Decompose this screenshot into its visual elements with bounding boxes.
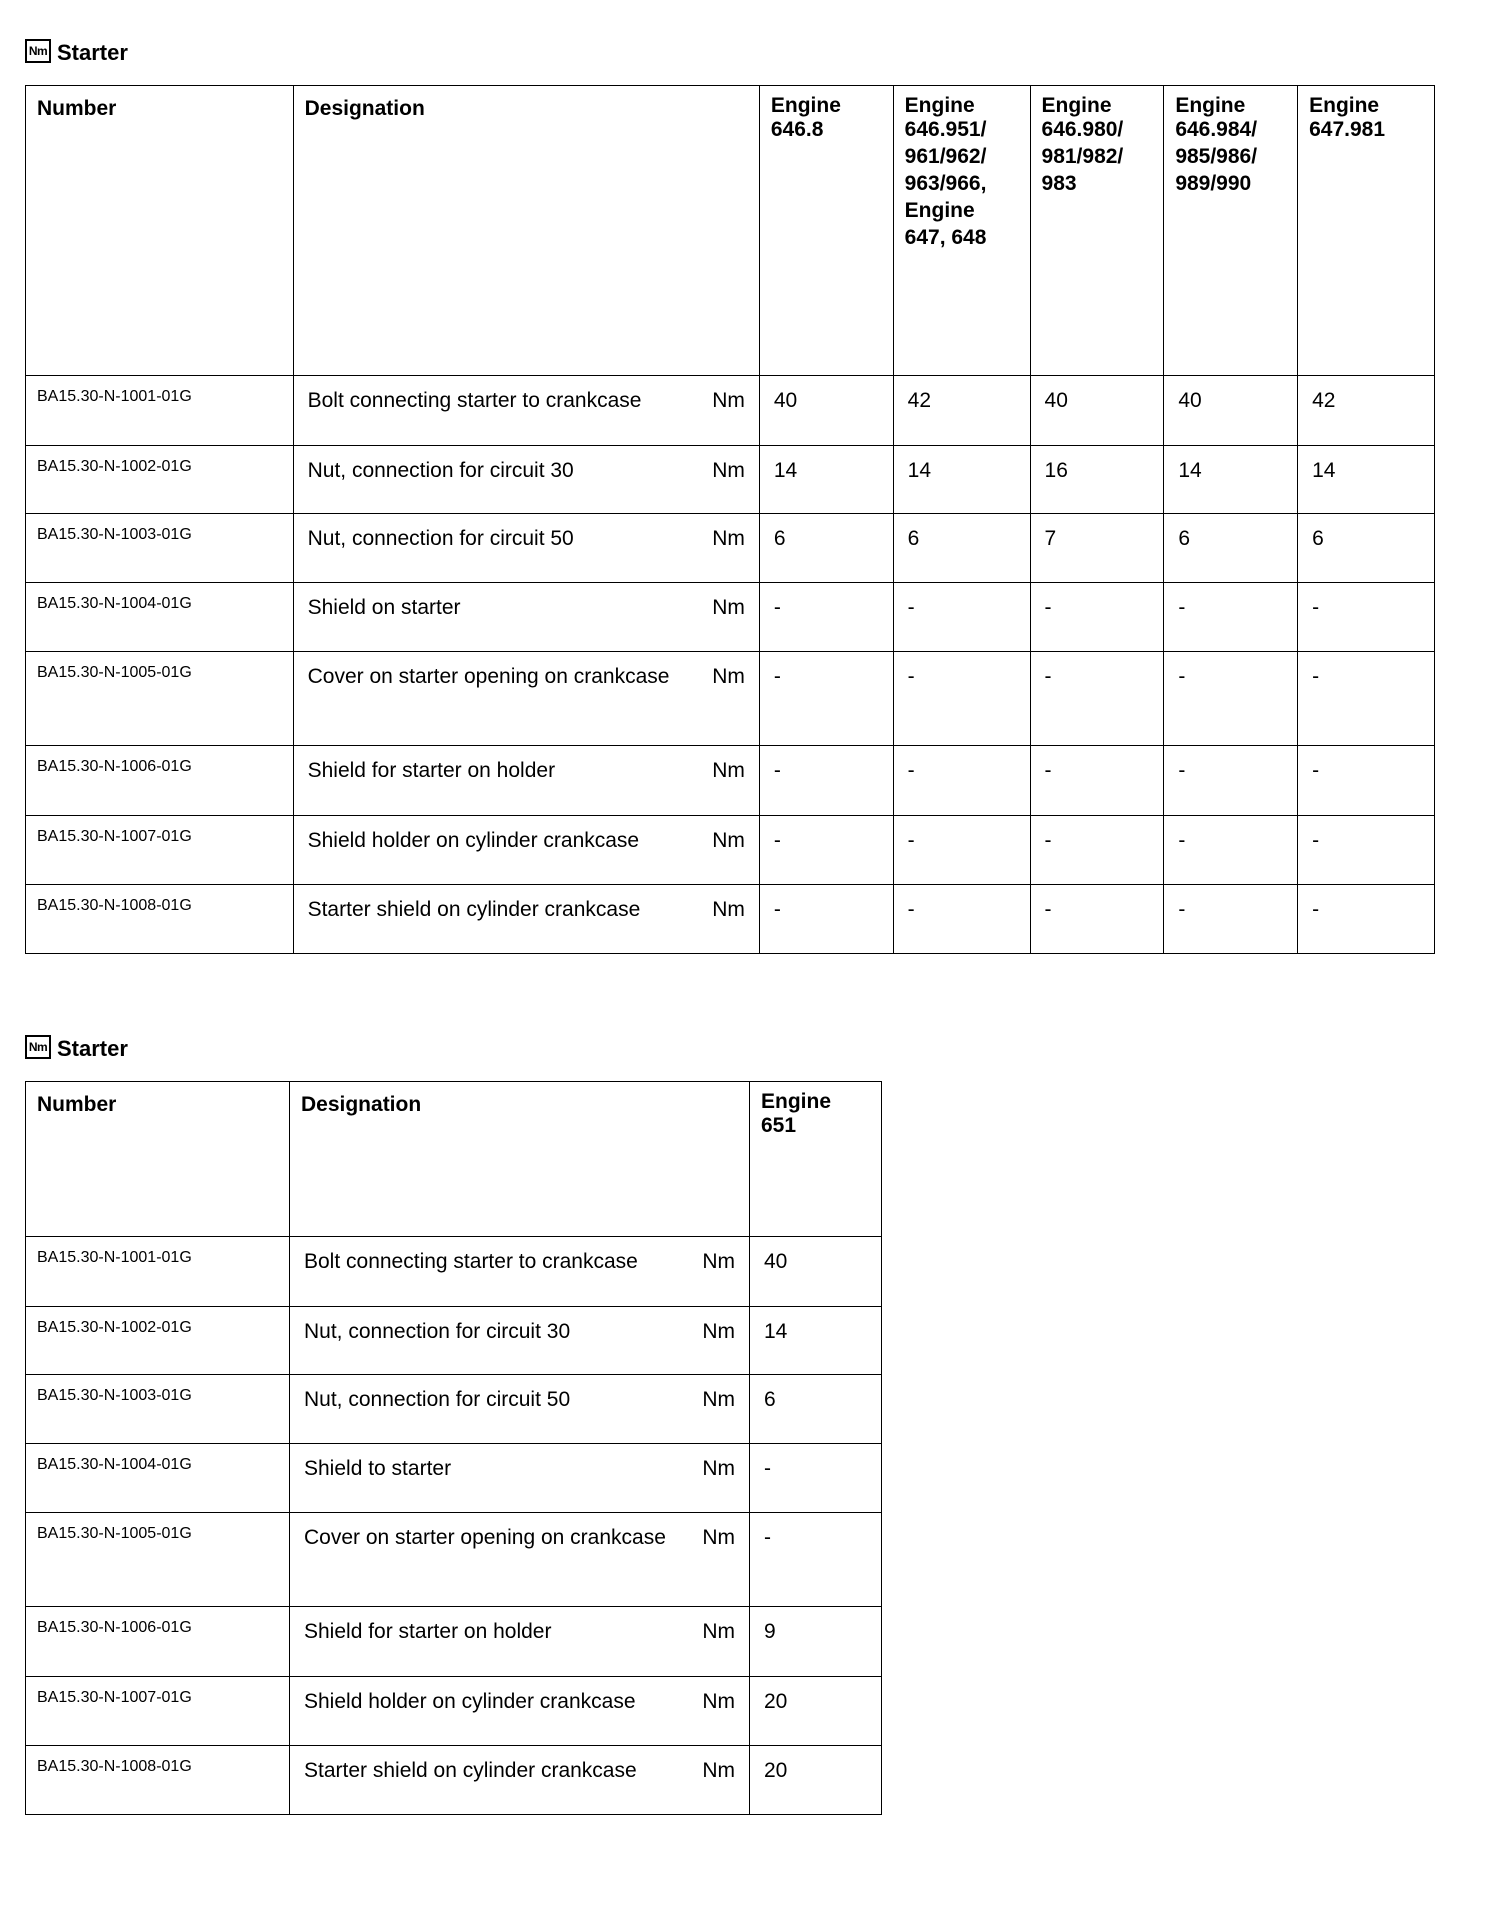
header-engine-line: Engine xyxy=(904,199,975,222)
cell-designation xyxy=(290,1677,750,1746)
cell-torque-value: - xyxy=(1164,746,1298,816)
cell-torque-value: - xyxy=(1298,583,1435,652)
table-row xyxy=(26,816,1435,885)
header-designation: Designation xyxy=(293,86,759,376)
unit-label: Nm xyxy=(712,759,745,782)
header-engine xyxy=(750,1082,882,1237)
cell-torque-value: - xyxy=(893,816,1030,885)
header-engine xyxy=(1030,86,1164,376)
header-engine-line: Engine xyxy=(904,94,975,117)
cell-number: BA15.30-N-1005-01G xyxy=(26,652,294,746)
header-engine-line: 989/990 xyxy=(1175,172,1252,195)
cell-torque-value: - xyxy=(1030,816,1164,885)
table-row xyxy=(26,1607,882,1677)
table-row xyxy=(26,652,1435,746)
cell-torque-value: 14 xyxy=(759,446,893,514)
table-row xyxy=(26,1307,882,1375)
cell-torque-value: - xyxy=(1298,652,1435,746)
cell-torque-value: 6 xyxy=(1298,514,1435,583)
cell-designation xyxy=(290,1237,750,1307)
table-row xyxy=(26,514,1435,583)
cell-torque-value: - xyxy=(1164,885,1298,954)
designation-text: Cover on starter opening on crankcase xyxy=(307,665,670,688)
cell-torque-value: 14 xyxy=(893,446,1030,514)
cell-torque-value: 6 xyxy=(893,514,1030,583)
cell-number: BA15.30-N-1005-01G xyxy=(26,1513,290,1607)
unit-label: Nm xyxy=(712,527,745,550)
cell-torque-value: - xyxy=(759,583,893,652)
cell-number: BA15.30-N-1006-01G xyxy=(26,746,294,816)
header-designation: Designation xyxy=(290,1082,750,1237)
cell-designation xyxy=(290,1746,750,1815)
header-engine xyxy=(1164,86,1298,376)
torque-nm-icon: Nm xyxy=(25,39,51,63)
unit-label: Nm xyxy=(712,596,745,619)
cell-torque-value: - xyxy=(759,816,893,885)
designation-text: Bolt connecting starter to crankcase xyxy=(307,389,642,412)
header-engine-line: 983 xyxy=(1041,172,1077,195)
table-row xyxy=(26,746,1435,816)
cell-torque-value: 40 xyxy=(1164,376,1298,446)
cell-torque-value: 20 xyxy=(750,1677,882,1746)
cell-number: BA15.30-N-1004-01G xyxy=(26,1444,290,1513)
unit-label: Nm xyxy=(702,1320,735,1343)
cell-designation xyxy=(293,885,759,954)
cell-torque-value: - xyxy=(1030,583,1164,652)
cell-torque-value: - xyxy=(1030,746,1164,816)
cell-torque-value: - xyxy=(1030,652,1164,746)
cell-number: BA15.30-N-1002-01G xyxy=(26,1307,290,1375)
cell-number: BA15.30-N-1003-01G xyxy=(26,1375,290,1444)
header-engine-line: Engine xyxy=(761,1090,832,1113)
header-engine-line: Engine xyxy=(1041,94,1112,117)
unit-label: Nm xyxy=(712,829,745,852)
table-row xyxy=(26,583,1435,652)
designation-text: Shield holder on cylinder crankcase xyxy=(304,1690,636,1713)
cell-designation xyxy=(290,1375,750,1444)
designation-text: Shield to starter xyxy=(304,1457,452,1480)
section-title-text: Starter xyxy=(57,1036,128,1061)
cell-torque-value: - xyxy=(750,1513,882,1607)
designation-text: Shield on starter xyxy=(307,596,461,619)
cell-torque-value: - xyxy=(1298,816,1435,885)
header-engine-line: 647, 648 xyxy=(904,226,987,249)
table-header-row xyxy=(26,1082,882,1237)
designation-text: Starter shield on cylinder crankcase xyxy=(304,1759,637,1782)
table-row xyxy=(26,1746,882,1815)
section-title xyxy=(25,1036,128,1062)
header-engine-line: Engine xyxy=(770,94,841,117)
table-header-row xyxy=(26,86,1435,376)
unit-label: Nm xyxy=(702,1250,735,1273)
header-engine-line: 646.980/ xyxy=(1041,118,1124,141)
header-engine-line: 963/966, xyxy=(904,172,987,195)
header-engine xyxy=(1298,86,1435,376)
cell-torque-value: - xyxy=(750,1444,882,1513)
unit-label: Nm xyxy=(712,459,745,482)
unit-label: Nm xyxy=(702,1759,735,1782)
cell-torque-value: - xyxy=(759,885,893,954)
designation-text: Cover on starter opening on crankcase xyxy=(304,1526,666,1549)
cell-torque-value: 14 xyxy=(1298,446,1435,514)
unit-label: Nm xyxy=(702,1457,735,1480)
cell-torque-value: - xyxy=(893,652,1030,746)
cell-torque-value: 42 xyxy=(893,376,1030,446)
cell-torque-value: - xyxy=(759,652,893,746)
cell-number: BA15.30-N-1008-01G xyxy=(26,1746,290,1815)
cell-designation xyxy=(290,1444,750,1513)
header-engine-line: 985/986/ xyxy=(1175,145,1258,168)
header-number: Number xyxy=(26,1082,290,1237)
cell-torque-value: 40 xyxy=(750,1237,882,1307)
table-row xyxy=(26,885,1435,954)
header-engine-line: 651 xyxy=(761,1114,797,1137)
cell-torque-value: 14 xyxy=(1164,446,1298,514)
designation-text: Bolt connecting starter to crankcase xyxy=(304,1250,638,1273)
cell-torque-value: 6 xyxy=(750,1375,882,1444)
header-engine-line: Engine xyxy=(1175,94,1246,117)
cell-designation xyxy=(293,514,759,583)
designation-text: Starter shield on cylinder crankcase xyxy=(307,898,641,921)
header-engine xyxy=(759,86,893,376)
cell-designation xyxy=(290,1307,750,1375)
section-title xyxy=(25,40,128,66)
cell-torque-value: - xyxy=(1164,652,1298,746)
designation-text: Shield holder on cylinder crankcase xyxy=(307,829,640,852)
table-row xyxy=(26,1444,882,1513)
cell-torque-value: - xyxy=(1298,746,1435,816)
cell-number: BA15.30-N-1002-01G xyxy=(26,446,294,514)
cell-torque-value: - xyxy=(759,746,893,816)
designation-text: Nut, connection for circuit 30 xyxy=(307,459,574,482)
section-title-text: Starter xyxy=(57,40,128,65)
cell-torque-value: - xyxy=(1164,583,1298,652)
table-row xyxy=(26,1375,882,1444)
header-engine xyxy=(893,86,1030,376)
table-row xyxy=(26,1513,882,1607)
table-row xyxy=(26,1677,882,1746)
cell-number: BA15.30-N-1007-01G xyxy=(26,1677,290,1746)
unit-label: Nm xyxy=(702,1526,735,1549)
cell-number: BA15.30-N-1003-01G xyxy=(26,514,294,583)
header-engine-line: Engine xyxy=(1309,94,1380,117)
cell-torque-value: 9 xyxy=(750,1607,882,1677)
cell-designation xyxy=(293,816,759,885)
cell-torque-value: 16 xyxy=(1030,446,1164,514)
unit-label: Nm xyxy=(712,389,745,412)
cell-designation xyxy=(293,746,759,816)
cell-torque-value: - xyxy=(1164,816,1298,885)
unit-label: Nm xyxy=(712,665,745,688)
cell-torque-value: 20 xyxy=(750,1746,882,1815)
cell-designation xyxy=(293,583,759,652)
unit-label: Nm xyxy=(702,1690,735,1713)
cell-number: BA15.30-N-1004-01G xyxy=(26,583,294,652)
header-engine-line: 647.981 xyxy=(1309,118,1386,141)
cell-torque-value: 40 xyxy=(1030,376,1164,446)
header-engine-line: 961/962/ xyxy=(904,145,987,168)
cell-designation xyxy=(293,376,759,446)
designation-text: Nut, connection for circuit 50 xyxy=(307,527,574,550)
torque-table-starter xyxy=(25,85,1435,954)
cell-torque-value: 6 xyxy=(1164,514,1298,583)
header-engine-line: 981/982/ xyxy=(1041,145,1124,168)
cell-torque-value: - xyxy=(893,885,1030,954)
cell-designation xyxy=(290,1513,750,1607)
torque-nm-icon: Nm xyxy=(25,1035,51,1059)
cell-torque-value: - xyxy=(893,583,1030,652)
cell-designation xyxy=(293,652,759,746)
cell-number: BA15.30-N-1001-01G xyxy=(26,376,294,446)
unit-label: Nm xyxy=(702,1388,735,1411)
cell-designation xyxy=(293,446,759,514)
designation-text: Shield for starter on holder xyxy=(304,1620,552,1643)
designation-text: Nut, connection for circuit 30 xyxy=(304,1320,571,1343)
table-row xyxy=(26,446,1435,514)
cell-torque-value: - xyxy=(1298,885,1435,954)
cell-number: BA15.30-N-1008-01G xyxy=(26,885,294,954)
table-row xyxy=(26,1237,882,1307)
table-row xyxy=(26,376,1435,446)
designation-text: Shield for starter on holder xyxy=(307,759,556,782)
cell-torque-value: 14 xyxy=(750,1307,882,1375)
cell-torque-value: - xyxy=(893,746,1030,816)
cell-torque-value: 42 xyxy=(1298,376,1435,446)
designation-text: Nut, connection for circuit 50 xyxy=(304,1388,571,1411)
torque-table-starter-651 xyxy=(25,1081,882,1815)
cell-torque-value: 7 xyxy=(1030,514,1164,583)
header-number: Number xyxy=(26,86,294,376)
unit-label: Nm xyxy=(702,1620,735,1643)
cell-number: BA15.30-N-1006-01G xyxy=(26,1607,290,1677)
cell-torque-value: 40 xyxy=(759,376,893,446)
cell-torque-value: - xyxy=(1030,885,1164,954)
cell-number: BA15.30-N-1007-01G xyxy=(26,816,294,885)
header-engine-line: 646.984/ xyxy=(1175,118,1258,141)
unit-label: Nm xyxy=(712,898,745,921)
cell-torque-value: 6 xyxy=(759,514,893,583)
header-engine-line: 646.951/ xyxy=(904,118,987,141)
cell-designation xyxy=(290,1607,750,1677)
header-engine-line: 646.8 xyxy=(770,118,824,141)
cell-number: BA15.30-N-1001-01G xyxy=(26,1237,290,1307)
